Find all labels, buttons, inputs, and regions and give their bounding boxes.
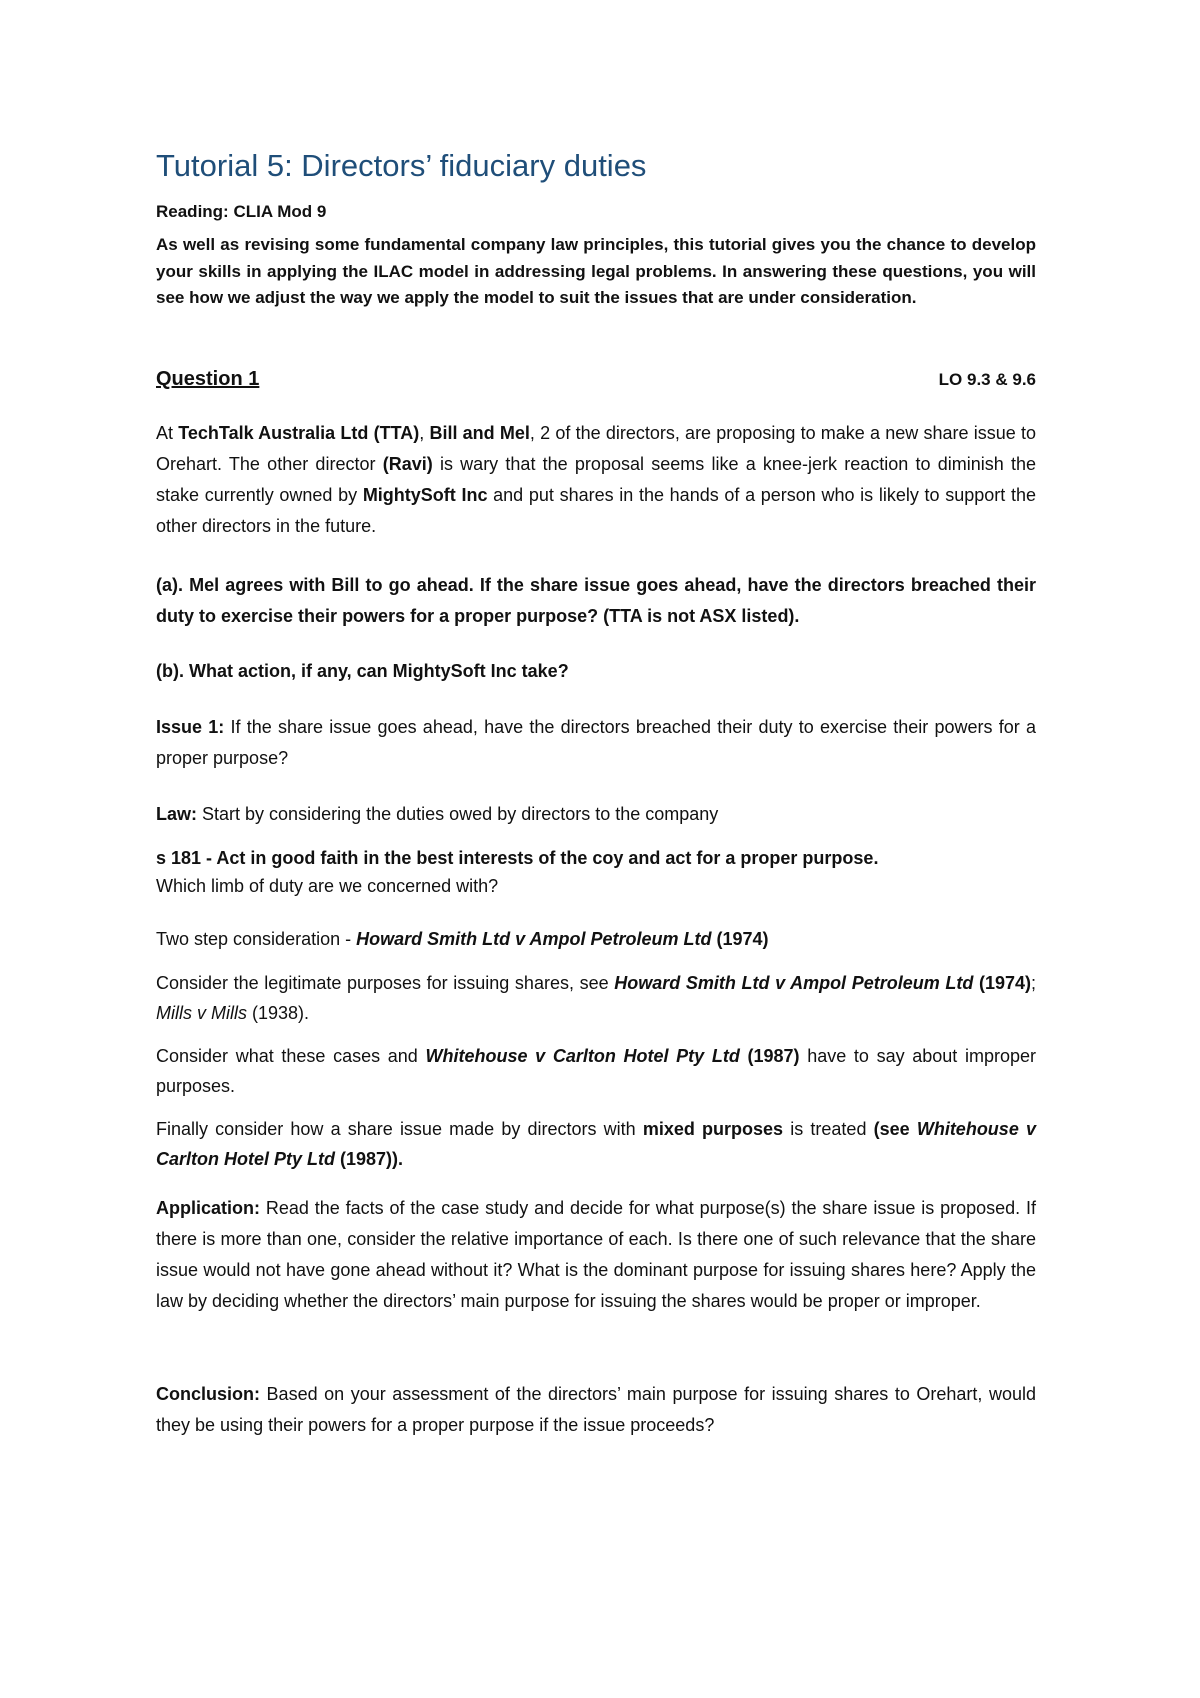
issue-label: Issue 1:	[156, 717, 225, 737]
case-howard-smith: Howard Smith Ltd v Ampol Petroleum Ltd	[356, 929, 712, 949]
application-label: Application:	[156, 1198, 260, 1218]
question-a: (a). Mel agrees with Bill to go ahead. If the share issue goes ahead, have the directors breached their duty to exercise their powers for a proper purpose? (TTA is not ASX listed).	[156, 575, 1036, 626]
law-paragraph: Law: Start by considering the duties owed by directors to the company	[156, 804, 719, 824]
conclusion-label: Conclusion:	[156, 1384, 260, 1404]
reading-line: Reading: CLIA Mod 9	[156, 202, 327, 221]
director-ravi: (Ravi)	[382, 454, 433, 474]
section-181-text: s 181 - Act in good faith in the best interests of the coy and act for a proper purpose.	[156, 848, 879, 868]
case-mills: Mills v Mills	[156, 1003, 247, 1023]
law-label: Law:	[156, 804, 198, 824]
question-b: (b). What action, if any, can MightySoft Inc take?	[156, 661, 569, 681]
application-paragraph: Application: Read the facts of the case study and decide for what purpose(s) the share issue is proposed. If there is more than one, consider the relative importance of each. Is there one of such relevance that the share issue would not have gone ahead without it? What is the dominant purpose for issuing shares here? Apply the law by deciding whether the directors’ main purpose for issuing the shares would be proper or improper.	[156, 1198, 1036, 1311]
company-name: TechTalk Australia Ltd (TTA)	[178, 423, 420, 443]
question-header	[156, 368, 1036, 394]
conclusion-paragraph: Conclusion: Based on your assessment of the directors’ main purpose for issuing shares to Orehart, would they be using their powers for a proper purpose if the issue proceeds?	[156, 1384, 1036, 1435]
page-title: Tutorial 5: Directors’ fiduciary duties	[156, 148, 647, 183]
legitimate-purposes-paragraph: Consider the legitimate purposes for issuing shares, see Howard Smith Ltd v Ampol Petroleum Ltd (1974); Mills v Mills (1938).	[156, 973, 1037, 1023]
question-heading: Question 1	[156, 368, 260, 390]
learning-outcome: LO 9.3 & 9.6	[938, 370, 1036, 389]
mixed-purposes-term: mixed purposes	[642, 1119, 784, 1139]
limb-question: Which limb of duty are we concerned with?	[156, 876, 499, 896]
case-howard-smith: Howard Smith Ltd v Ampol Petroleum Ltd	[614, 973, 974, 993]
two-step-paragraph: Two step consideration - Howard Smith Ltd v Ampol Petroleum Ltd (1974)	[156, 929, 769, 949]
mixed-purposes-paragraph: Finally consider how a share issue made by directors with mixed purposes is treated (see Whitehouse v Carlton Hotel Pty Ltd (1987)).	[156, 1119, 1037, 1169]
mightysoft-name: MightySoft Inc	[362, 485, 488, 505]
intro-paragraph: As well as revising some fundamental company law principles, this tutorial gives you the chance to develop your skills in applying the ILAC model in addressing legal problems. In answering these questions, you will see how we adjust the way we apply the model to suit the issues that are under consideration.	[156, 235, 1036, 307]
case-whitehouse: Whitehouse v Carlton Hotel Pty Ltd	[156, 1119, 1037, 1169]
facts-paragraph: At TechTalk Australia Ltd (TTA), Bill and Mel, 2 of the directors, are proposing to make a new share issue to Orehart. The other director (Ravi) is wary that the proposal seems like a knee-jerk reaction to diminish the stake currently owned by MightySoft Inc and put shares in the hands of a person who is likely to support the other directors in the future.	[156, 423, 1036, 536]
issue-paragraph: Issue 1: If the share issue goes ahead, have the directors breached their duty to exercise their powers for a proper purpose?	[156, 717, 1036, 768]
section-181-block	[156, 844, 1036, 900]
improper-purposes-paragraph: Consider what these cases and Whitehouse v Carlton Hotel Pty Ltd (1987) have to say about improper purposes.	[156, 1046, 1036, 1096]
directors-names: Bill and Mel	[429, 423, 530, 443]
case-whitehouse: Whitehouse v Carlton Hotel Pty Ltd	[425, 1046, 740, 1066]
